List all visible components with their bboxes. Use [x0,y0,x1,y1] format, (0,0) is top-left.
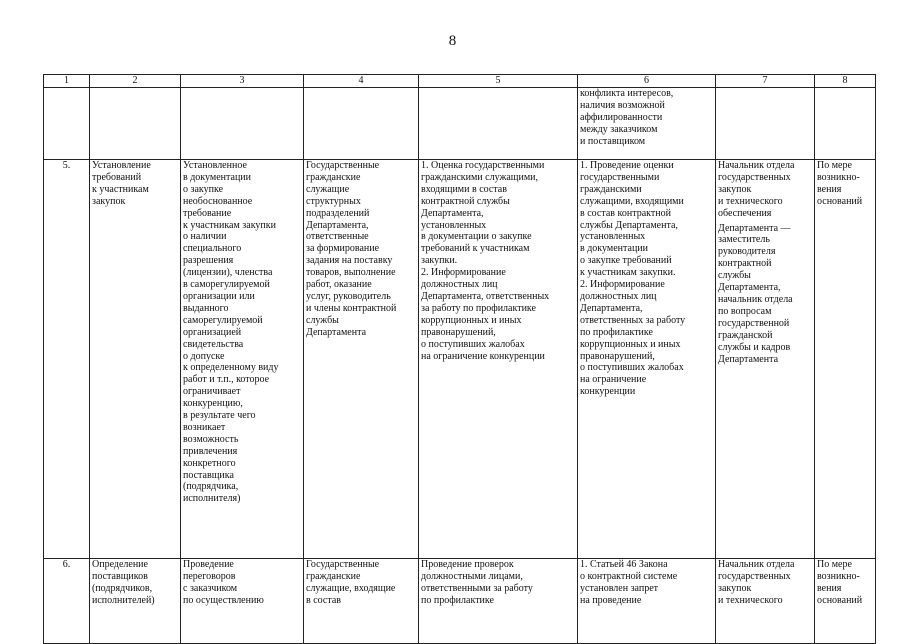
page-number: 8 [448,33,457,49]
table-cell [44,88,90,160]
table-cell-risk: Установленное в документации о закупке необоснованное требование к участникам закупки о наличии специального разрешения (лицензии), членства в саморегулируемой организации или выданного саморегулируемой организацией свидетельства о допуске к определенному виду работ и т.п., которое ограничивает конкуренцию, в результате чего возникает возможность привлечения конкретного поставщика (подрядчика, исполнителя) [181,160,304,559]
table-cell-measures: Проведение проверок должностными лицами, ответственными за работу по профилактике [419,559,578,644]
table-cell-risk: Проведение переговоров с заказчиком по осуществлению [181,559,304,644]
table-row [44,160,876,559]
table-cell-proposals: 1. Проведение оценки государственными гражданскими служащими, входящими в состав контрактной службы Департамента, установленных в документации о закупке требований к участникам закупки. 2. Информирование должностных лиц Департамента, ответственных за работу по профилактике коррупционных и иных правонарушений, о поступивших жалобах на ограничение конкуренции [578,160,716,559]
table-cell [815,88,876,160]
column-number: 5 [419,75,578,88]
risk-table [43,74,876,644]
table-cell [716,88,815,160]
table-cell-positions: Государственные гражданские служащие структурных подразделений Департамента, ответственные за формирование задания на поставку товаров, выполнение работ, оказание услуг, руководитель и члены контрактной службы Департамента [304,160,419,559]
row-number: 6. [44,559,90,644]
continuation-row [44,88,876,160]
table-cell-stage: Определение поставщиков (подрядчиков, исполнителей) [90,559,181,644]
table-cell-positions: Государственные гражданские служащие, входящие в состав [304,559,419,644]
column-number: 6 [578,75,716,88]
column-number: 4 [304,75,419,88]
table-cell [304,88,419,160]
table-cell-proposals: конфликта интересов, наличия возможной аффилированности между заказчиком и поставщиком [578,88,716,160]
table-cell-measures: 1. Оценка государственными гражданскими служащими, входящими в состав контрактной службы Департамента, установленных в документации о закупке требований к участникам закупки. 2. Информирование должностных лиц Департамента, ответственных за работу по профилактике коррупционных и иных правонарушений, о поступивших жалобах на ограничение конкуренции [419,160,578,559]
table-cell-term: По мере возникно- вения оснований [815,160,876,559]
table-row [44,559,876,644]
column-number-row [44,75,876,88]
table-cell-responsible: Начальник отдела государственных закупок и технического [716,559,815,644]
column-number: 3 [181,75,304,88]
table-cell-proposals: 1. Статьей 46 Закона о контрактной системе установлен запрет на проведение [578,559,716,644]
table-cell [181,88,304,160]
table-cell [419,88,578,160]
table-cell-responsible [716,160,815,559]
responsible-primary: Начальник отдела государственных закупок и технического обеспечения [718,160,795,219]
column-number: 1 [44,75,90,88]
column-number: 2 [90,75,181,88]
table-cell [90,88,181,160]
column-number: 7 [716,75,815,88]
table-cell-term: По мере возникно- вения оснований [815,559,876,644]
responsible-secondary: Департамента — заместитель руководителя контрактной службы Департамента, начальник отдела по вопросам государственной гражданской службы и кадров Департамента [718,222,793,365]
row-number: 5. [44,160,90,559]
column-number: 8 [815,75,876,88]
table-cell-stage: Установление требований к участникам закупок [90,160,181,559]
